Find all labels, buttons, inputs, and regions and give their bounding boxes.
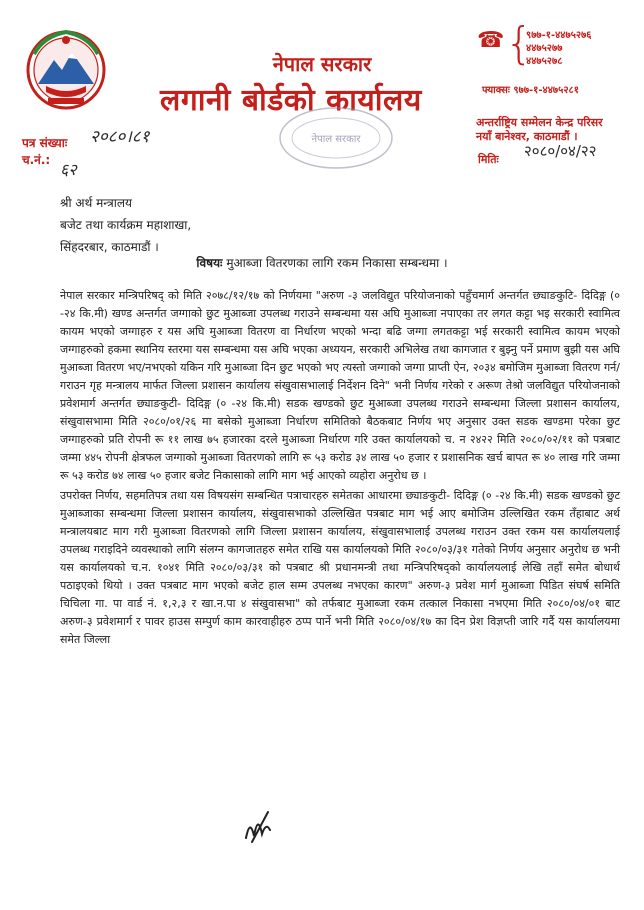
- phone-numbers: [526, 29, 592, 68]
- stamp-text: नेपाल सरकार: [311, 134, 361, 145]
- dispatch-number-label: च.नं.:: [22, 153, 51, 167]
- subject-label: विषयः: [196, 256, 223, 270]
- recipient-line: सिंहदरबार, काठमाडौं ।: [60, 240, 159, 254]
- subject-line: [0, 254, 644, 271]
- recipient-line: बजेट तथा कार्यक्रम महाशाखा,: [60, 218, 192, 232]
- fax-number: फ्याक्सः ९७७-१-४४७५२८१: [482, 85, 579, 96]
- letter-number-label: पत्र संख्याः: [22, 136, 68, 150]
- letter-body: [60, 287, 620, 649]
- recipient-line: श्री अर्थ मन्त्रालय: [60, 196, 132, 210]
- recipient-address: [60, 192, 191, 258]
- signature-mark: [240, 808, 280, 848]
- body-paragraph: नेपाल सरकार मन्त्रिपरिषद् को मिति २०७८/१२/१७ को निर्णयमा "अरुण -३ जलविद्युत परियोजनाको पहुँचमार्ग अन्तर्गत छ्याङकुटि- दिदिङ्ग (० -२४ कि.मी) खण्ड अन्तर्गत जग्गाको छुट मुआब्जा उपलब्ध गराउने सम्बन्धमा यस अघि मुआब्जा नपाएका तर लगत कट्टा भइ सरकारी स्वामित्व कायम भएको जग्गाहरु र यस अघि मुआब्जा वितरण वा निर्धारण भएको भन्दा बढि जग्गा लगतकट्टा भई सरकारी स्वामित्व कायम भएको जग्गाहरुको हकमा स्थानिय स्तरमा यस सम्बन्धमा यस अघि भएका अध्ययन, सरकारी अभिलेख तथा कागजात र बुझ्नु पर्ने प्रमाण बुझी यस अघि मुआब्जा वितरण भए/नभएको यकिन गरि मुआब्जा दिन छुट भएको भए त्यस्तो जग्गाको जग्गा प्राप्ती ऐन, २०३४ बमोजिम मुआब्जा वितरण गर्न/गराउन गृह मन्त्रालय मार्फत जिल्ला प्रशासन कार्यालय संखुवासभालाई निर्देशन दिने" भनी निर्णय गरेको र अरूण तेश्रो जलविद्युत परियोजनाको प्रवेशमार्ग अन्तर्गत छ्याङकुटी- दिदिङ्ग (० -२४ कि.मी) सडक खण्डको छुट मुआब्जा उपलब्ध गराउने सम्बन्धमा जिल्ला प्रशासन कार्यालय, संखुवासभामा मिति २०८०/०१/२६ मा बसेको मुआब्जा निर्धारण समितिको बैठकबाट निर्णय भए अनुसार उक्त सडक खण्डमा परेका छुट जग्गाहरुको प्रति रोपनी रू ११ लाख ७५ हजारका दरले मुआब्जा निर्धारण गरि उक्त कार्यालयको च. न २४२२ मिति २०८०/०२/११ को पत्रबाट जम्मा ४४५ रोपनी क्षेत्रफल जग्गाको मुआब्जा वितरणको लागि रू ५३ करोड ३४ लाख ५० हजार र प्रशासनिक खर्च बापत रू ४० लाख गरि जम्मा रू ५३ करोड ७४ लाख ५० हजार बजेट निकासाको लागि माग भई आएको व्यहोरा अनुरोध छ ।: [60, 289, 620, 482]
- government-name: नेपाल सरकार: [272, 52, 372, 76]
- office-address: [476, 116, 603, 144]
- office-seal-stamp: [276, 104, 396, 172]
- phone-number: ९७७-१-४४७५२७६: [526, 30, 592, 41]
- date-label: मितिः: [478, 153, 499, 166]
- address-line: अन्तर्राष्ट्रिय सम्मेलन केन्द्र परिसर: [476, 116, 603, 129]
- body-paragraph: उपरोक्त निर्णय, सहमतिपत्र तथा यस विषयसंग सम्बन्धित पत्राचारहरु समेतका आधारमा छ्याङकुटी- दिदिङ्ग (० -२४ कि.मी) सडक खण्डको छुट मुआब्जाका सम्बन्धमा जिल्ला प्रशासन कार्यालय, संखुवासभाको उल्लिखित पत्रबाट माग भई आए बमोजिम उल्लिखित रकम तँहाबाट अर्थ मन्त्रालयबाट माग गरी मुआब्जा वितरणको लागि जिल्ला प्रशासन कार्यालय, संखुवासभालाई उपलब्ध गराउन उक्त रकम यस कार्यालयलाई उपलब्ध गराइदिने व्यवस्थाको लागि संलग्न कागजातहरु समेत राखि यस कार्यालयको मिति २०८०/०३/३१ गतेको निर्णय अनुसार अनुरोध छ भनी यस कार्यालयको च.न. १०४१ मिति २०८०/०३/३१ को पत्रबाट श्री प्रधानमन्त्री तथा मन्त्रिपरिषद्को कार्यालयलाई लेखि तहाँ समेत बोधार्थ पठाइएको थियो । उक्त पत्रबाट माग भएको बजेट हाल सम्म उपलब्ध नभएका कारण" अरुण-३ प्रवेश मार्ग मुआब्जा पिडित संघर्ष समिति चिचिला गा. पा वार्ड नं. १,२,३ र खा.न.पा ४ संखुवासभा" को तर्फबाट मुआब्जा रकम तत्काल निकासा नभएमा मिति २०८०/०४/०१ बाट अरुण-३ प्रवेशमार्ग र पावर हाउस सम्पुर्ण काम कारवाहीहरु ठप्प पार्ने भनी मिति २०८०/०४/१७ का दिन प्रेश विज्ञप्ती जारि गर्दै यस कार्यालयमा समेत जिल्ला: [60, 489, 620, 646]
- date-value: २०८०/०४/२२: [524, 142, 597, 160]
- telephone-icon: ☎: [477, 28, 505, 53]
- brace-icon: {: [505, 18, 533, 69]
- dispatch-number-value: ६२: [60, 160, 77, 179]
- address-line: नयाँ बानेश्वर, काठमाडौं ।: [476, 130, 578, 143]
- office-name: लगानी बोर्डको कार्यालय: [160, 83, 422, 118]
- letter-number-value: २०८०।८१: [90, 127, 150, 147]
- phone-number: ४४७५२७८: [526, 56, 563, 67]
- phone-number: ४४७५२७७: [526, 43, 563, 54]
- subject-text: मुआब्जा वितरणका लागि रकम निकासा सम्बन्धमा ।: [226, 256, 448, 270]
